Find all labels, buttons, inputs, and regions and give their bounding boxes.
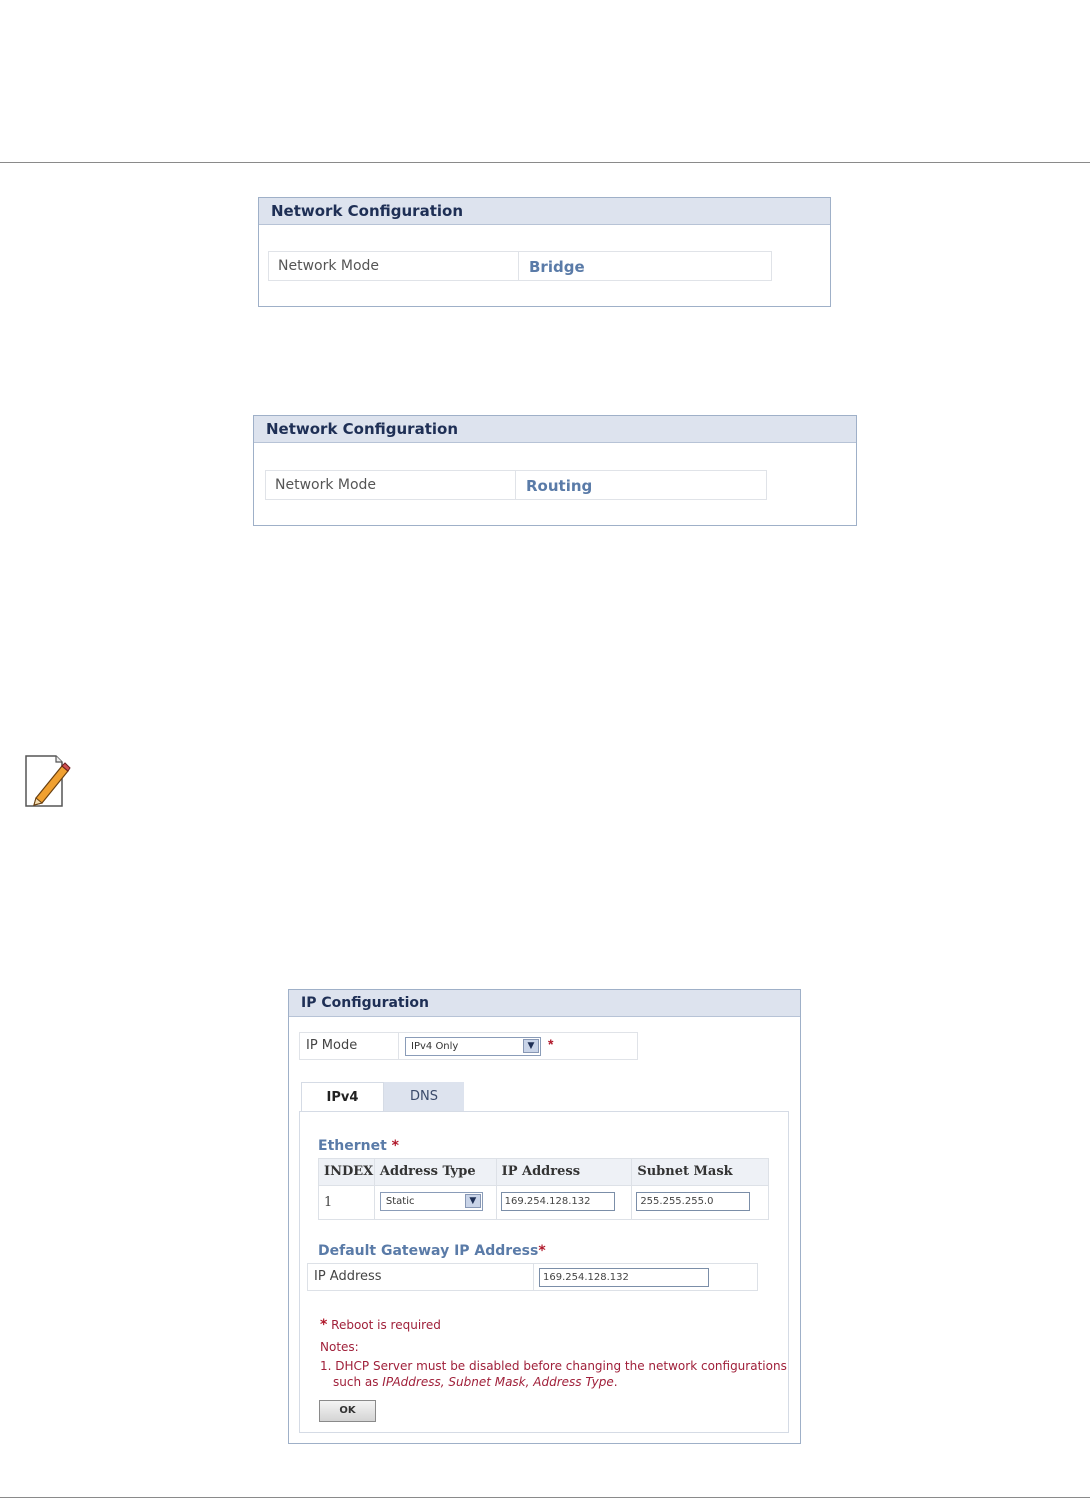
column-header-index: INDEX: [319, 1159, 375, 1185]
network-configuration-panel-bridge: [258, 197, 831, 307]
default-gateway-title: Default Gateway IP Address*: [318, 1243, 546, 1259]
gateway-ip-input[interactable]: 169.254.128.132: [539, 1268, 709, 1287]
tab-ipv4[interactable]: IPv4: [301, 1082, 384, 1112]
ethernet-title: Ethernet *: [318, 1138, 399, 1154]
network-mode-row: [265, 470, 767, 500]
chevron-down-icon[interactable]: ▼: [523, 1039, 539, 1053]
network-mode-value: Routing: [526, 477, 593, 495]
column-header-subnet-mask: Subnet Mask: [637, 1164, 733, 1179]
ip-address-input[interactable]: 169.254.128.132: [501, 1192, 615, 1211]
ok-button[interactable]: OK: [319, 1400, 376, 1422]
required-asterisk: *: [548, 1036, 554, 1052]
ip-mode-selected-value: IPv4 Only: [411, 1041, 459, 1052]
note-1-line-2: such as IPAddress, Subnet Mask, Address Type.: [333, 1375, 618, 1389]
network-configuration-panel-routing: [253, 415, 857, 526]
required-asterisk: *: [320, 1317, 328, 1333]
column-header-address-type: Address Type: [375, 1159, 497, 1185]
ip-mode-label: IP Mode: [300, 1033, 399, 1059]
network-mode-value: Bridge: [529, 258, 585, 276]
network-mode-label: Network Mode: [266, 471, 516, 499]
reboot-notice: [320, 1317, 441, 1333]
required-asterisk: *: [391, 1138, 399, 1154]
panel-title: Network Configuration: [259, 198, 830, 225]
panel-title: IP Configuration: [289, 990, 800, 1017]
tab-bar: [301, 1082, 464, 1112]
bottom-divider: [0, 1497, 1090, 1498]
required-asterisk: *: [538, 1243, 546, 1259]
ip-configuration-panel: [288, 989, 801, 1444]
address-type-selected-value: Static: [385, 1196, 415, 1207]
gateway-ip-label: IP Address: [308, 1264, 534, 1290]
top-divider: [0, 162, 1090, 163]
note-pencil-icon: [22, 752, 72, 808]
ip-mode-row: [299, 1032, 638, 1060]
notes-label: Notes:: [320, 1340, 359, 1354]
network-mode-row: [268, 251, 772, 281]
panel-title: Network Configuration: [254, 416, 856, 443]
note-1-line-1: 1. DHCP Server must be disabled before changing the network configurations: [320, 1359, 787, 1373]
network-mode-label: Network Mode: [269, 252, 519, 280]
ip-mode-select[interactable]: [405, 1037, 541, 1056]
subnet-mask-input[interactable]: 255.255.255.0: [636, 1192, 750, 1211]
reboot-text: Reboot is required: [331, 1318, 441, 1332]
table-header: [319, 1159, 768, 1186]
chevron-down-icon[interactable]: ▼: [465, 1194, 481, 1208]
ethernet-table: [318, 1158, 769, 1220]
table-row: [319, 1186, 768, 1219]
address-type-select[interactable]: [380, 1192, 483, 1211]
column-header-ip-address: IP Address: [497, 1159, 633, 1185]
tab-dns[interactable]: DNS: [384, 1082, 464, 1112]
gateway-row: [307, 1263, 758, 1291]
row-index: 1: [324, 1195, 333, 1210]
